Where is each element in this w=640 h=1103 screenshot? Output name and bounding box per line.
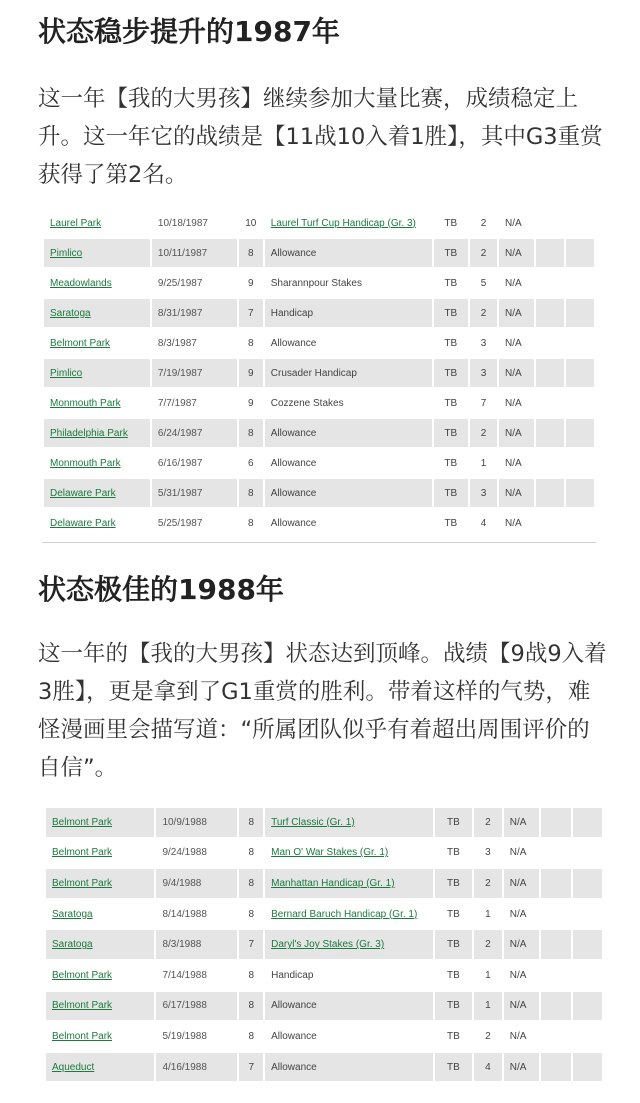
finish-position: 2 [474,869,502,898]
finish-position: 5 [480,277,487,289]
empty-cell [566,449,594,477]
track-link[interactable]: Belmont Park [52,816,113,828]
race-name: Allowance [265,419,432,447]
track-link-cell [46,869,154,898]
field-size: 8 [248,517,254,529]
race-name: Handicap [271,969,314,981]
field-size: 8 [239,419,263,447]
empty-cell [573,869,602,898]
race-row [46,1053,602,1082]
race-date: 8/31/1987 [152,299,237,327]
field-size: 7 [239,1053,263,1082]
track-link[interactable]: Belmont Park [52,969,113,981]
race-date: 10/9/1988 [156,808,237,837]
section-1987-heading: 状态稳步提升的1987年 [38,15,340,48]
race-row [44,329,594,357]
race-record-table-1987 [42,207,596,539]
empty-cell [566,419,594,447]
empty-cell [566,509,594,537]
race-row [44,239,594,267]
surface-code: TB [435,992,472,1021]
track-link-cell [46,839,154,868]
empty-cell [536,299,564,327]
race-row [44,269,594,297]
field-size: 8 [239,869,263,898]
track-link-cell [44,299,150,327]
empty-cell [536,479,564,507]
race-link[interactable]: Daryl's Joy Stakes (Gr. 3) [271,939,385,951]
field-size: 10 [245,217,257,229]
race-link[interactable]: Bernard Baruch Handicap (Gr. 1) [271,908,418,920]
finish-position: 1 [480,457,487,469]
race-row [44,419,594,447]
race-name: Allowance [270,517,317,529]
race-link[interactable]: Man O' War Stakes (Gr. 1) [271,847,389,859]
na-value: N/A [504,217,522,229]
empty-cell [536,209,564,237]
finish-position: 2 [470,299,497,327]
empty-cell [536,389,564,417]
empty-cell [536,269,564,297]
empty-cell [541,961,570,990]
empty-cell [573,1022,602,1051]
race-link[interactable]: Turf Classic (Gr. 1) [271,816,355,828]
finish-position: 2 [474,808,502,837]
race-date: 5/31/1987 [152,479,237,507]
track-link[interactable]: Belmont Park [52,1000,113,1012]
race-name: Handicap [265,299,432,327]
track-link-cell [44,449,150,477]
empty-cell [536,239,564,267]
race-name: Allowance [265,239,432,267]
field-size: 7 [239,299,263,327]
race-name: Allowance [265,1053,433,1082]
field-size: 8 [248,969,255,981]
race-date: 5/19/1988 [162,1030,207,1042]
surface-code: TB [447,1030,460,1042]
track-link-cell [44,479,150,507]
race-link-cell [265,930,433,959]
track-link[interactable]: Aqueduct [52,1061,95,1073]
track-link[interactable]: Monmouth Park [50,397,121,409]
race-row [46,961,602,990]
na-value: N/A [499,359,534,387]
empty-cell [566,269,594,297]
track-link[interactable]: Philadelphia Park [50,427,128,439]
track-link[interactable]: Belmont Park [52,847,113,859]
race-name: Allowance [265,992,433,1021]
na-value: N/A [504,992,540,1021]
race-row [44,479,594,507]
race-date: 6/16/1987 [157,457,203,469]
track-link[interactable]: Delaware Park [50,487,116,499]
track-link-cell [44,509,150,537]
empty-cell [573,930,602,959]
empty-cell [541,869,570,898]
surface-code: TB [435,869,472,898]
race-link[interactable]: Manhattan Handicap (Gr. 1) [271,877,395,889]
na-value: N/A [499,479,534,507]
track-link-cell [44,419,150,447]
race-name: Allowance [270,337,317,349]
track-link[interactable]: Saratoga [52,908,93,920]
race-date: 9/25/1987 [157,277,203,289]
track-link-cell [46,992,154,1021]
section-1988-heading: 状态极佳的1988年 [38,573,284,606]
track-link[interactable]: Meadowlands [50,277,112,289]
race-name: Cozzene Stakes [270,397,344,409]
surface-code: TB [435,930,472,959]
track-link-cell [46,1053,154,1082]
na-value: N/A [509,908,527,920]
track-link-cell [44,209,150,237]
race-row [46,930,602,959]
race-date: 6/24/1987 [152,419,237,447]
na-value: N/A [504,517,522,529]
na-value: N/A [504,808,540,837]
section-1987-paragraph: 这一年【我的大男孩】继续参加大量比赛，成绩稳定上升。这一年它的战绩是【11战10入着1胜】，其中G3重赏获得了第2名。 [38,86,603,188]
track-link-cell [44,239,150,267]
race-date: 8/3/1987 [157,337,197,349]
empty-cell [573,900,602,929]
race-record-table-1988 [44,806,604,1083]
surface-code: TB [434,359,469,387]
surface-code: TB [444,397,458,409]
race-row [44,209,594,237]
surface-code: TB [444,517,458,529]
finish-position: 4 [480,517,487,529]
field-size: 8 [239,808,263,837]
track-link-cell [44,389,150,417]
empty-cell [536,509,564,537]
race-link-cell [265,869,433,898]
surface-code: TB [444,337,458,349]
surface-code: TB [435,1053,472,1082]
race-date: 7/7/1987 [157,397,197,409]
empty-cell [566,299,594,327]
surface-code: TB [444,277,458,289]
empty-cell [541,839,570,868]
na-value: N/A [504,337,522,349]
track-link[interactable]: Laurel Park [50,217,102,229]
race-date: 6/17/1988 [156,992,237,1021]
na-value: N/A [504,457,522,469]
na-value: N/A [504,930,540,959]
track-link[interactable]: Saratoga [50,307,91,319]
empty-cell [566,329,594,357]
finish-position: 2 [470,239,497,267]
empty-cell [566,389,594,417]
race-row [44,449,594,477]
empty-cell [536,359,564,387]
empty-cell [536,419,564,447]
finish-position: 2 [470,419,497,447]
race-name: Sharannpour Stakes [270,277,362,289]
field-size: 8 [248,1030,255,1042]
race-date: 7/14/1988 [162,969,207,981]
surface-code: TB [434,419,469,447]
track-link-cell [44,359,150,387]
empty-cell [541,1053,570,1082]
race-date: 4/16/1988 [156,1053,237,1082]
empty-cell [566,239,594,267]
track-link[interactable]: Belmont Park [52,1030,113,1042]
race-row [46,1022,602,1051]
race-date: 7/19/1987 [152,359,237,387]
track-link-cell [46,961,154,990]
field-size: 9 [248,277,254,289]
surface-code: TB [444,217,458,229]
surface-code: TB [434,299,469,327]
finish-position: 7 [480,397,487,409]
na-value: N/A [509,1030,527,1042]
race-link-cell [265,900,433,929]
field-size: 8 [239,239,263,267]
race-link-cell [265,808,433,837]
race-row [46,900,602,929]
surface-code: TB [447,908,460,920]
section-1988-paragraph: 这一年的【我的大男孩】状态达到顶峰。战绩【9战9入着3胜】，更是拿到了G1重赏的胜利。带着这样的气势，难怪漫画里会描写道：“所属团队似乎有着超出周围评价的自信”。 [38,641,607,781]
finish-position: 1 [485,969,491,981]
empty-cell [541,992,570,1021]
empty-cell [541,1022,570,1051]
empty-cell [566,359,594,387]
track-link-cell [44,269,150,297]
race-row [44,389,594,417]
track-link[interactable]: Pimlico [50,367,83,379]
race-row [46,869,602,898]
track-link-cell [46,930,154,959]
track-link[interactable]: Saratoga [52,939,93,951]
field-size: 7 [239,930,263,959]
finish-position: 3 [485,847,491,859]
race-row [44,359,594,387]
field-size: 8 [239,479,263,507]
na-value: N/A [499,299,534,327]
track-link[interactable]: Pimlico [50,247,83,259]
race-date: 9/24/1988 [162,847,207,859]
finish-position: 1 [474,992,502,1021]
surface-code: TB [447,969,460,981]
race-link-cell [265,839,433,868]
empty-cell [541,808,570,837]
track-link-cell [46,900,154,929]
race-row [46,808,602,837]
field-size: 8 [239,992,263,1021]
finish-position: 2 [480,217,487,229]
race-row [44,299,594,327]
track-link[interactable]: Delaware Park [50,517,116,529]
race-date: 5/25/1987 [157,517,203,529]
empty-cell [566,209,594,237]
race-row [46,839,602,868]
finish-position: 2 [474,930,502,959]
race-name: Crusader Handicap [265,359,432,387]
finish-position: 3 [470,359,497,387]
empty-cell [573,961,602,990]
field-size: 9 [248,397,254,409]
na-value: N/A [499,419,534,447]
na-value: N/A [504,869,540,898]
surface-code: TB [444,457,458,469]
finish-position: 1 [485,908,491,920]
empty-cell [566,479,594,507]
empty-cell [541,900,570,929]
field-size: 8 [248,847,255,859]
race-row [46,992,602,1021]
race-name: Allowance [265,479,432,507]
race-row [44,509,594,537]
empty-cell [573,808,602,837]
na-value: N/A [509,847,527,859]
field-size: 8 [248,337,254,349]
race-date: 9/4/1988 [156,869,237,898]
finish-position: 3 [470,479,497,507]
na-value: N/A [509,969,527,981]
empty-cell [573,839,602,868]
empty-cell [536,449,564,477]
track-link[interactable]: Belmont Park [52,877,113,889]
race-name: Allowance [270,457,317,469]
track-link-cell [44,329,150,357]
na-value: N/A [504,277,522,289]
race-name: Allowance [271,1030,317,1042]
surface-code: TB [447,847,460,859]
na-value: N/A [504,1053,540,1082]
surface-code: TB [434,239,469,267]
field-size: 8 [248,908,255,920]
table-1987-bottom-rule [42,542,596,543]
empty-cell [573,992,602,1021]
empty-cell [573,1053,602,1082]
race-date: 10/11/1987 [152,239,237,267]
empty-cell [541,930,570,959]
na-value: N/A [499,239,534,267]
surface-code: TB [434,479,469,507]
finish-position: 3 [480,337,487,349]
track-link-cell [46,1022,154,1051]
race-link-cell [265,209,432,237]
empty-cell [536,329,564,357]
finish-position: 4 [474,1053,502,1082]
track-link[interactable]: Monmouth Park [50,457,121,469]
field-size: 9 [239,359,263,387]
na-value: N/A [504,397,522,409]
track-link-cell [46,808,154,837]
race-date: 8/14/1988 [162,908,207,920]
finish-position: 2 [485,1030,491,1042]
field-size: 6 [248,457,254,469]
surface-code: TB [435,808,472,837]
race-date: 10/18/1987 [157,217,208,229]
track-link[interactable]: Belmont Park [50,337,111,349]
race-date: 8/3/1988 [156,930,237,959]
race-link[interactable]: Laurel Turf Cup Handicap (Gr. 3) [270,217,416,229]
